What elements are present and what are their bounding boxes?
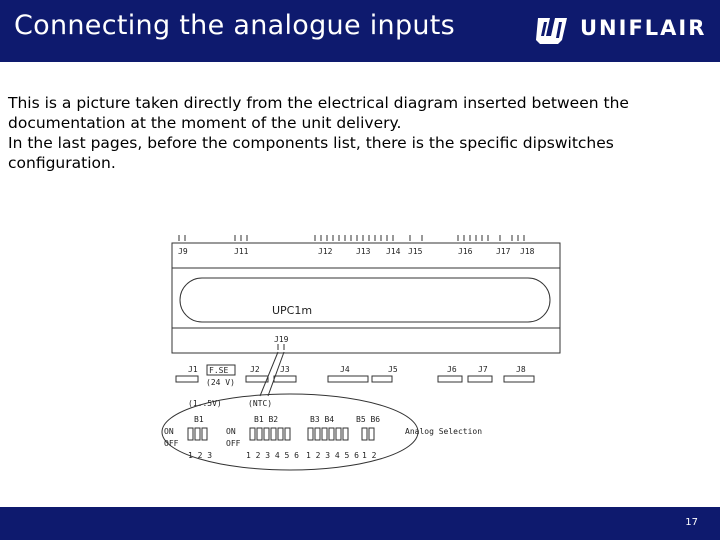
top-pins bbox=[179, 235, 524, 241]
connector-label: J15 bbox=[408, 247, 423, 256]
off-label: OFF bbox=[164, 439, 179, 448]
connector-label: J7 bbox=[478, 365, 488, 374]
upc1m-module bbox=[180, 278, 550, 322]
connector-label: J11 bbox=[234, 247, 249, 256]
description-line: configuration. bbox=[8, 154, 116, 172]
description-text bbox=[8, 93, 708, 173]
brand-name: UNIFLAIR bbox=[580, 16, 707, 40]
connector-label: J16 bbox=[458, 247, 473, 256]
dip-switches bbox=[188, 428, 374, 440]
dip-group-label: B5 B6 bbox=[356, 415, 381, 424]
electrical-diagram bbox=[150, 232, 570, 472]
uniflair-logo bbox=[534, 16, 714, 46]
fuse-label: F.SE bbox=[209, 366, 229, 375]
page-number: 17 bbox=[685, 517, 698, 528]
description-line: This is a picture taken directly from the electrical diagram inserted between the bbox=[8, 94, 629, 112]
connector-label: J1 bbox=[188, 365, 198, 374]
dip-numbers: 1 2 3 4 5 6 bbox=[246, 451, 299, 460]
connector-label: J2 bbox=[250, 365, 260, 374]
dip-numbers: 1 2 3 bbox=[188, 451, 213, 460]
connector-label: J3 bbox=[280, 365, 290, 374]
j19-label: J19 bbox=[274, 335, 289, 344]
connector-label: J18 bbox=[520, 247, 535, 256]
board-label: UPC1m bbox=[272, 304, 313, 317]
dip-numbers: 1 2 3 4 5 6 bbox=[306, 451, 359, 460]
footer-bar bbox=[0, 507, 720, 540]
connector-label: J12 bbox=[318, 247, 333, 256]
fuse-note: (24 V) bbox=[206, 378, 235, 387]
connector-label: J17 bbox=[496, 247, 511, 256]
board-outline bbox=[172, 243, 560, 353]
connector-label: J9 bbox=[178, 247, 188, 256]
dip-group-label: B1 B2 bbox=[254, 415, 279, 424]
on-label: ON bbox=[164, 427, 174, 436]
dip-group-label: B1 bbox=[194, 415, 204, 424]
header-bar bbox=[0, 0, 720, 62]
description-line: In the last pages, before the components list, there is the specific dipswitches bbox=[8, 134, 614, 152]
callout-label: (NTC) bbox=[248, 399, 273, 408]
analog-selection-label: Analog Selection bbox=[405, 427, 483, 436]
dip-group-label: B3 B4 bbox=[310, 415, 335, 424]
off-label: OFF bbox=[226, 439, 241, 448]
callout-label: (1..5V) bbox=[188, 399, 222, 408]
page-title: Connecting the analogue inputs bbox=[14, 10, 456, 41]
connector-label: J14 bbox=[386, 247, 401, 256]
connector-label: J5 bbox=[388, 365, 398, 374]
dip-numbers: 1 2 bbox=[362, 451, 377, 460]
connector-label: J13 bbox=[356, 247, 371, 256]
connector-label: J8 bbox=[516, 365, 526, 374]
connector-label: J6 bbox=[447, 365, 457, 374]
on-label: ON bbox=[226, 427, 236, 436]
description-line: documentation at the moment of the unit delivery. bbox=[8, 114, 402, 132]
connector-label: J4 bbox=[340, 365, 350, 374]
uniflair-logo-mark-icon bbox=[534, 16, 578, 46]
